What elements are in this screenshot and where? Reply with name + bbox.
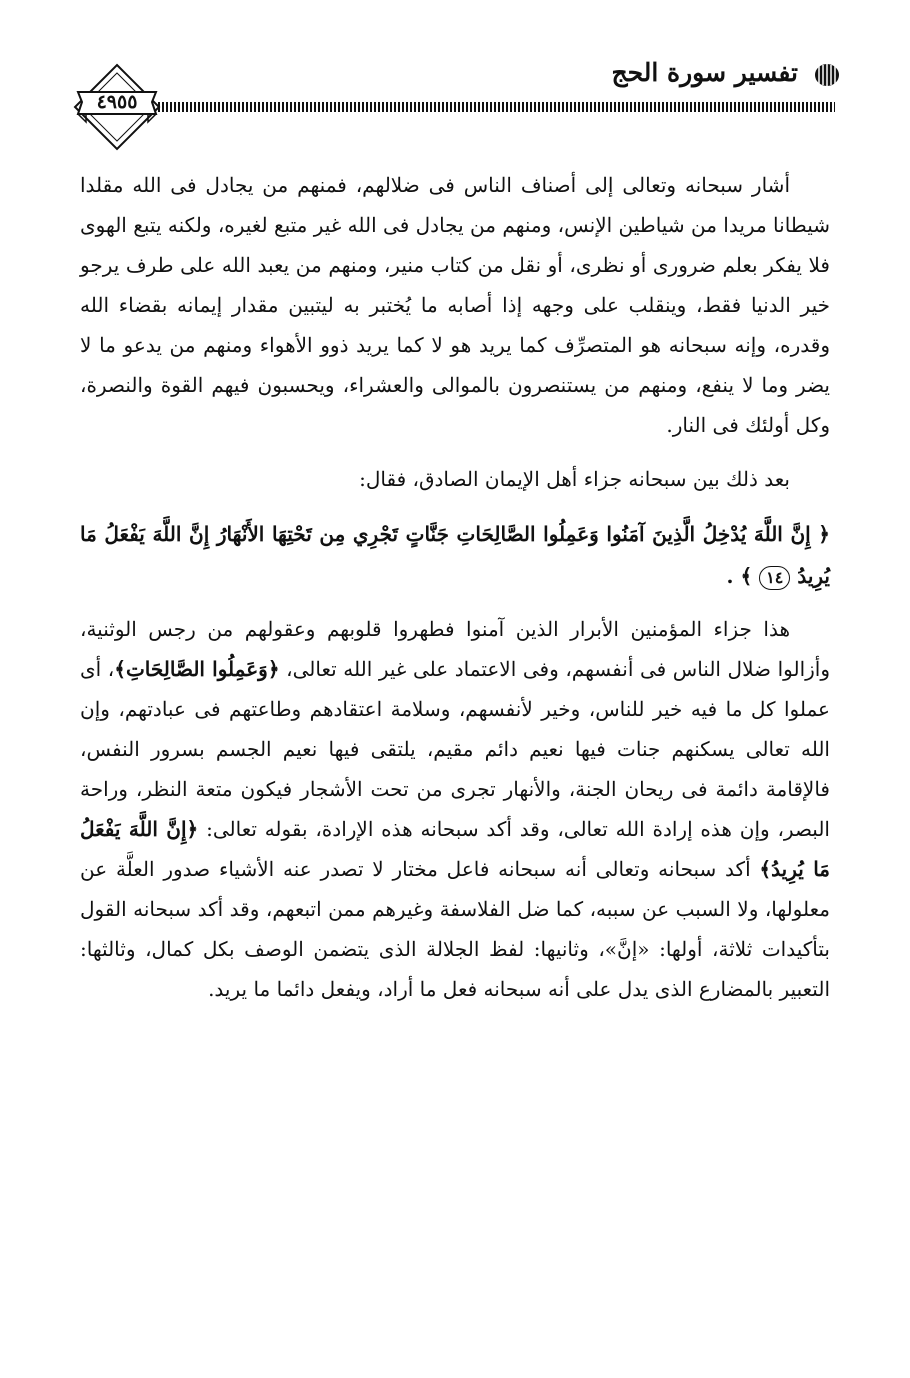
quote-amilu-salihat: ﴿وَعَمِلُوا الصَّالِحَاتِ﴾	[114, 657, 280, 681]
ornament-bullet-icon	[812, 62, 842, 88]
header-dotted-rule	[158, 102, 835, 112]
main-text	[80, 165, 830, 1023]
quran-verse	[80, 513, 830, 597]
paragraph-1: أشار سبحانه وتعالى إلى أصناف الناس فى ضلالهم، فمنهم من يجادل فى الله مقلدا شيطانا مريدا من شياطين الإنس، ومنهم من يجادل فى الله غير متبع لغيره، ولكنه يتبع الهوى فلا يفكر بعلم ضرورى أو نظرى، أو نقل من كتاب منير، ومنهم من يعبد الله على طرف يرجو خير الدنيا فقط، وينقلب على وجهه إذا أصابه ما يُختبر به ليتبين مقدار إيمانه بقضاء الله وقدره، وإنه سبحانه هو المتصرِّف كما يريد هو لا كما يريد ذوو الأهواء ومنهم من يدعو ما لا يضر وما لا ينفع، ومنهم من يستنصرون بالموالى والعشراء، ويحسبون فيهم القوة والنصرة، وكل أولئك فى النار.	[80, 173, 830, 437]
page-header	[0, 0, 910, 160]
running-title: تفسير سورة الحج	[611, 58, 798, 87]
verse-close-bracket: ﴾	[740, 564, 753, 588]
quote-yafalu-ma-yurid: ﴿إِنَّ اللَّهَ يَفْعَلُ مَا يُرِيدُ﴾	[80, 817, 830, 881]
verse-text: إِنَّ اللَّهَ يُدْخِلُ الَّذِينَ آمَنُوا وَعَمِلُوا الصَّالِحَاتِ جَنَّاتٍ تَجْرِي مِن تَحْتِهَا الأَنْهَارُ إِنَّ اللَّهَ يَفْعَلُ مَا يُرِيدُ	[80, 522, 830, 588]
paragraph-3-part-b: ، أى عملوا كل ما فيه خير للناس، وخير لأنفسهم، وسلامة اعتقادهم وطاعتهم فى عبادتهم، وإن الله تعالى يسكنهم جنات فيها نعيم دائم مقيم، يلتقى فيها نعيم الجسم بسرور النفس، فالإقامة دائمة فى ريحان الجنة، والأنهار تجرى من تحت الأشجار فيكون متعة النظر، وراحة البصر، وإن هذه إرادة الله تعالى، وقد أكد سبحانه هذه الإرادة، بقوله تعالى:	[80, 657, 830, 841]
paragraph-3-part-a: هذا جزاء المؤمنين الأبرار الذين آمنوا فطهروا قلوبهم وعقولهم من رجس الوثنية، وأزالوا ضلال الناس فى أنفسهم، وفى الاعتماد على غير الله تعالى،	[80, 617, 830, 681]
paragraph-3	[80, 609, 830, 1009]
page-number: ٤٩٥٥	[96, 91, 138, 113]
verse-open-bracket: ﴿	[818, 522, 830, 546]
paragraph-3-part-c: أكد سبحانه وتعالى أنه سبحانه فاعل مختار لا تصدر عنه الأشياء صدور العلَّة عن معلولها، ولا السبب عن سببه، كما ضل الفلاسفة وغيرهم ممن اتبعهم، وقد أكد سبحانه القول بتأكيدات ثلاثة، أولها: «إنَّ»، وثانيها: لفظ الجلالة الذى يتضمن الوصف بكل كمال، وثالثها: التعبير بالمضارع الذى يدل على أنه سبحانه فعل ما أراد، ويفعل دائما ما يريد.	[80, 857, 830, 1001]
verse-end-period: .	[726, 564, 734, 588]
verse-number: ١٤	[759, 566, 790, 590]
paragraph-2: بعد ذلك بين سبحانه جزاء أهل الإيمان الصادق، فقال:	[359, 467, 790, 491]
